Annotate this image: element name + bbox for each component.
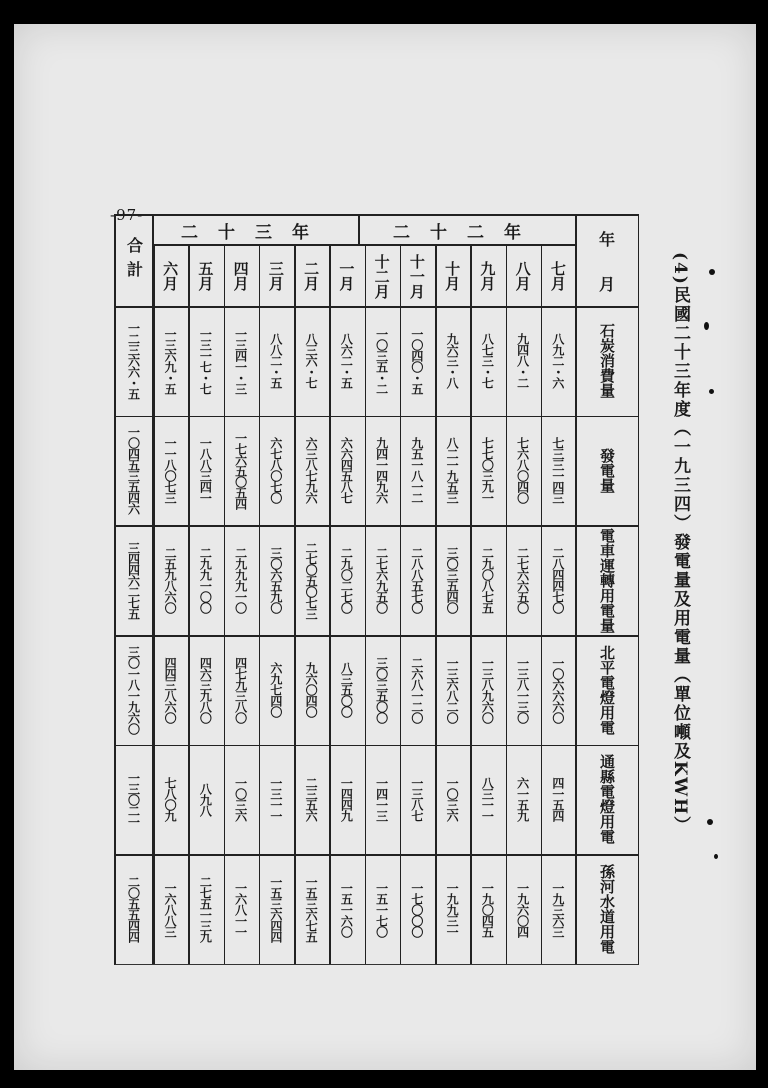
table-cell bbox=[224, 306, 259, 416]
total-cell bbox=[116, 416, 152, 526]
month-header: 十一月 bbox=[407, 253, 426, 299]
table-cell bbox=[153, 525, 188, 635]
table-cell bbox=[259, 635, 294, 745]
table-cell bbox=[224, 635, 259, 745]
cell-value: 一五三六四四 bbox=[268, 876, 283, 943]
cell-value: 一四四九 bbox=[339, 777, 354, 822]
cell-value: 七七〇三九一 bbox=[480, 437, 495, 504]
corner-header bbox=[576, 216, 638, 306]
cell-value: 一七六五〇五四 bbox=[233, 431, 248, 509]
table-cell bbox=[294, 635, 329, 745]
cell-value: 一三一七・七 bbox=[198, 327, 213, 394]
table-cell bbox=[224, 525, 259, 635]
total-value: 三四四六二七五 bbox=[126, 541, 141, 619]
table-cell bbox=[470, 635, 505, 745]
document-page bbox=[14, 24, 756, 1070]
table-cell bbox=[153, 854, 188, 964]
cell-value: 九四一四九六 bbox=[374, 437, 389, 504]
cell-value: 二七五一三九 bbox=[198, 876, 213, 943]
table-cell bbox=[153, 745, 188, 855]
cell-value: 八八二・五 bbox=[268, 333, 283, 389]
table-cell bbox=[329, 635, 364, 745]
cell-value: 二九九九一〇 bbox=[233, 547, 248, 614]
cell-value: 八二一九五三 bbox=[445, 437, 460, 504]
month-header: 三月 bbox=[266, 261, 285, 291]
table-cell bbox=[294, 854, 329, 964]
row-header bbox=[576, 854, 638, 964]
table-cell bbox=[506, 854, 541, 964]
table-cell bbox=[365, 854, 400, 964]
cell-value: 一五三六七五 bbox=[304, 876, 319, 943]
cell-value: 二五九八六〇 bbox=[163, 547, 178, 614]
cell-value: 二七六九五〇 bbox=[374, 547, 389, 614]
speck bbox=[709, 389, 714, 394]
month-header: 十月 bbox=[443, 261, 462, 291]
table-cell bbox=[470, 525, 505, 635]
cell-value: 一〇三六 bbox=[445, 777, 460, 822]
table-cell bbox=[506, 416, 541, 526]
cell-value: 四一五四 bbox=[550, 777, 565, 822]
table-caption: (4)民國二十三年度（一九三四）發電量及用電量（單位噸及KWH） bbox=[670, 252, 690, 836]
table-cell bbox=[294, 745, 329, 855]
table-cell bbox=[259, 745, 294, 855]
cell-value: 一三八七 bbox=[409, 777, 424, 822]
table-cell bbox=[294, 306, 329, 416]
month-header: 八月 bbox=[513, 261, 532, 291]
table-cell bbox=[541, 416, 576, 526]
cell-value: 九六〇四〇 bbox=[304, 662, 319, 718]
table-cell bbox=[435, 854, 470, 964]
speck bbox=[709, 269, 715, 275]
month-header: 九月 bbox=[478, 261, 497, 291]
cell-value: 六三八七九六 bbox=[304, 437, 319, 504]
table-cell bbox=[435, 416, 470, 526]
table-cell bbox=[329, 416, 364, 526]
cell-value: 六六四五八七 bbox=[339, 437, 354, 504]
row-header bbox=[576, 635, 638, 745]
month-header: 七月 bbox=[548, 261, 567, 291]
table-cell bbox=[400, 635, 435, 745]
total-cell bbox=[116, 635, 152, 745]
cell-value: 六一五九 bbox=[515, 777, 530, 822]
cell-value: 七六八〇四〇 bbox=[515, 437, 530, 504]
cell-value: 八三五〇〇 bbox=[339, 662, 354, 718]
total-value: 一三〇二一 bbox=[126, 771, 141, 827]
table-cell bbox=[541, 854, 576, 964]
table-cell bbox=[470, 306, 505, 416]
total-cell bbox=[116, 745, 152, 855]
row-header bbox=[576, 416, 638, 526]
speck bbox=[714, 854, 718, 859]
table-cell bbox=[365, 416, 400, 526]
month-header: 五月 bbox=[196, 261, 215, 291]
table-cell bbox=[329, 854, 364, 964]
year-group-1934: 二十三年 bbox=[181, 222, 329, 243]
table-cell bbox=[435, 745, 470, 855]
table-cell bbox=[153, 306, 188, 416]
month-header: 一月 bbox=[337, 261, 356, 291]
cell-value: 四六三九八〇 bbox=[198, 656, 213, 723]
table-cell bbox=[541, 306, 576, 416]
table-cell bbox=[188, 416, 223, 526]
row-header-label: 電車運轉用電量 bbox=[598, 527, 616, 633]
cell-value: 一九三六三 bbox=[550, 881, 565, 937]
table-cell bbox=[435, 525, 470, 635]
cell-value: 二九〇二七〇 bbox=[339, 547, 354, 614]
table-cell bbox=[541, 745, 576, 855]
row-header bbox=[576, 306, 638, 416]
table-cell bbox=[400, 306, 435, 416]
total-header: 合計 bbox=[124, 237, 144, 285]
table-cell bbox=[259, 306, 294, 416]
cell-value: 六七八〇七〇 bbox=[268, 437, 283, 504]
cell-value: 一〇三六 bbox=[233, 777, 248, 822]
cell-value: 七八〇九 bbox=[163, 777, 178, 822]
table-cell bbox=[400, 745, 435, 855]
cell-value: 一九〇四五 bbox=[480, 881, 495, 937]
cell-value: 一六八八三 bbox=[163, 881, 178, 937]
cell-value: 一九九三一 bbox=[445, 881, 460, 937]
total-cell bbox=[116, 854, 152, 964]
table-cell bbox=[470, 854, 505, 964]
table-cell bbox=[400, 416, 435, 526]
cell-value: 一六八一一 bbox=[233, 881, 248, 937]
data-table bbox=[114, 214, 639, 965]
table-cell bbox=[259, 854, 294, 964]
table-cell bbox=[470, 416, 505, 526]
cell-value: 九六三・八 bbox=[445, 333, 460, 389]
cell-value: 一〇六六六〇 bbox=[550, 656, 565, 723]
total-value: 一〇四五三五四六 bbox=[126, 426, 141, 515]
corner-year-label: 年 bbox=[598, 230, 615, 249]
table-cell bbox=[365, 635, 400, 745]
cell-value: 一三四一・三 bbox=[233, 327, 248, 394]
cell-value: 一一八〇七三 bbox=[163, 437, 178, 504]
cell-value: 四四三八六〇 bbox=[163, 656, 178, 723]
table-cell bbox=[224, 854, 259, 964]
cell-value: 八三一一 bbox=[480, 777, 495, 822]
table-cell bbox=[470, 745, 505, 855]
table-cell bbox=[329, 306, 364, 416]
cell-value: 四七九三八〇 bbox=[233, 656, 248, 723]
month-header: 二月 bbox=[302, 261, 321, 291]
grid-line bbox=[358, 216, 360, 244]
table-cell bbox=[224, 416, 259, 526]
month-header: 十二月 bbox=[372, 253, 391, 299]
table-cell bbox=[153, 416, 188, 526]
row-header-label: 孫河水道用電 bbox=[598, 864, 616, 955]
cell-value: 三〇三五〇〇 bbox=[374, 656, 389, 723]
table-cell bbox=[435, 306, 470, 416]
total-value: 三〇一八一九六〇 bbox=[126, 645, 141, 734]
cell-value: 二七六六五〇 bbox=[515, 547, 530, 614]
cell-value: 二三五六 bbox=[304, 777, 319, 822]
cell-value: 八九八 bbox=[198, 782, 213, 816]
table-cell bbox=[506, 306, 541, 416]
total-value: 二〇五五四四 bbox=[126, 876, 141, 943]
cell-value: 八九二・六 bbox=[550, 333, 565, 389]
table-cell bbox=[188, 525, 223, 635]
table-cell bbox=[294, 525, 329, 635]
cell-value: 九五一八一二 bbox=[409, 437, 424, 504]
row-header bbox=[576, 525, 638, 635]
cell-value: 二九九一〇〇 bbox=[198, 547, 213, 614]
table-cell bbox=[506, 635, 541, 745]
cell-value: 三〇六五九〇 bbox=[268, 547, 283, 614]
table-cell bbox=[365, 745, 400, 855]
page-number: -97- bbox=[110, 206, 144, 224]
cell-value: 一三六九・五 bbox=[163, 327, 178, 394]
total-cell bbox=[116, 525, 152, 635]
row-header bbox=[576, 745, 638, 855]
total-cell bbox=[116, 306, 152, 416]
row-header-label: 通縣電燈用電 bbox=[598, 754, 616, 845]
cell-value: 二八四四七〇 bbox=[550, 547, 565, 614]
table-cell bbox=[259, 416, 294, 526]
row-header-label: 北平電燈用電 bbox=[598, 644, 616, 735]
table-cell bbox=[365, 306, 400, 416]
month-header: 六月 bbox=[161, 261, 180, 291]
cell-value: 一三六八二〇 bbox=[445, 656, 460, 723]
table-cell bbox=[329, 525, 364, 635]
cell-value: 二八八五七〇 bbox=[409, 547, 424, 614]
cell-value: 九四八・二 bbox=[515, 333, 530, 389]
table-cell bbox=[435, 635, 470, 745]
total-value: 一二三六六・五 bbox=[126, 322, 141, 400]
cell-value: 一三八九六〇 bbox=[480, 656, 495, 723]
cell-value: 六九七四〇 bbox=[268, 662, 283, 718]
speck bbox=[704, 322, 709, 330]
cell-value: 一三一一 bbox=[268, 777, 283, 822]
cell-value: 二九〇八七五 bbox=[480, 547, 495, 614]
table-cell bbox=[259, 525, 294, 635]
table-cell bbox=[188, 306, 223, 416]
corner-month-label: 月 bbox=[598, 275, 615, 294]
cell-value: 一八八三四一 bbox=[198, 437, 213, 504]
cell-value: 一七〇〇〇 bbox=[409, 881, 424, 937]
table-cell bbox=[188, 635, 223, 745]
year-group-1933: 二十二年 bbox=[393, 222, 541, 243]
cell-value: 三〇三五四〇 bbox=[445, 547, 460, 614]
table-cell bbox=[365, 525, 400, 635]
table-cell bbox=[400, 854, 435, 964]
cell-value: 八六二・五 bbox=[339, 333, 354, 389]
month-header: 四月 bbox=[231, 261, 250, 291]
cell-value: 一五一七〇 bbox=[374, 881, 389, 937]
cell-value: 八七三・七 bbox=[480, 333, 495, 389]
table-cell bbox=[153, 635, 188, 745]
table-cell bbox=[541, 525, 576, 635]
cell-value: 八三六・七 bbox=[304, 333, 319, 389]
table-cell bbox=[400, 525, 435, 635]
table-cell bbox=[329, 745, 364, 855]
row-header-label: 石炭消費量 bbox=[598, 323, 616, 399]
cell-value: 七三三一四三 bbox=[550, 437, 565, 504]
cell-value: 二六八一二〇 bbox=[409, 656, 424, 723]
row-header-label: 發電量 bbox=[598, 447, 616, 493]
table-cell bbox=[294, 416, 329, 526]
table-cell bbox=[224, 745, 259, 855]
table-cell bbox=[506, 745, 541, 855]
cell-value: 二七〇五〇七三 bbox=[304, 541, 319, 619]
table-cell bbox=[188, 854, 223, 964]
cell-value: 一〇三五・二 bbox=[374, 327, 389, 394]
table-cell bbox=[188, 745, 223, 855]
table-cell bbox=[541, 635, 576, 745]
cell-value: 一五一六〇 bbox=[339, 881, 354, 937]
table-cell bbox=[506, 525, 541, 635]
cell-value: 一〇四〇・五 bbox=[409, 327, 424, 394]
speck bbox=[707, 819, 713, 825]
cell-value: 一三八一三〇 bbox=[515, 656, 530, 723]
cell-value: 一四一三 bbox=[374, 777, 389, 822]
cell-value: 一九六〇四 bbox=[515, 881, 530, 937]
